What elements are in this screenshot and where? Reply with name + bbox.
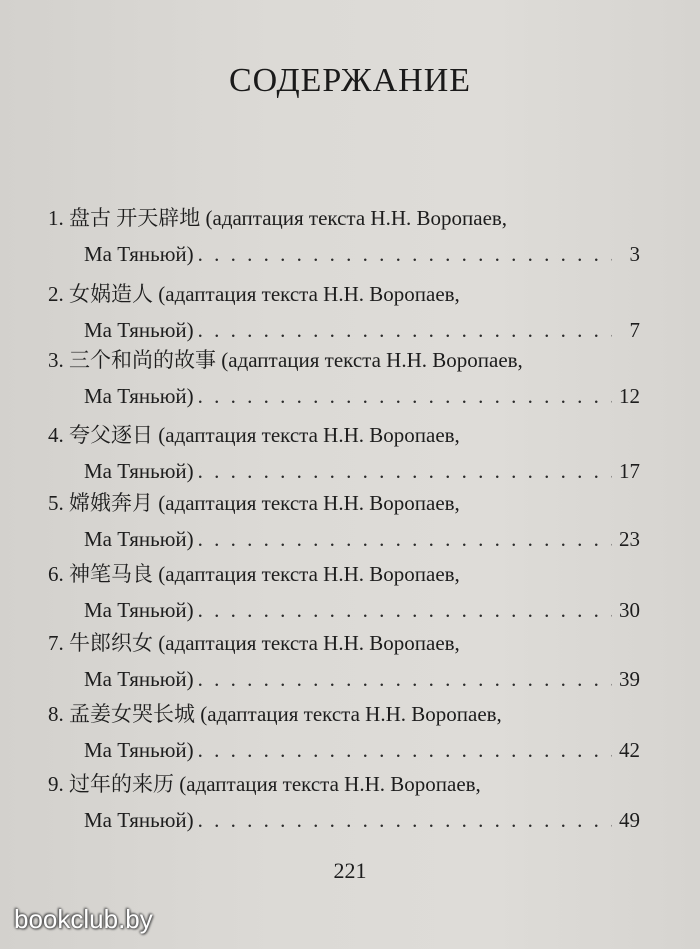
dot-leader xyxy=(198,661,612,697)
entry-description: (адаптация текста Н.Н. Воропаев, xyxy=(158,491,460,515)
dot-leader xyxy=(198,592,612,628)
toc-entry-5 xyxy=(48,485,640,557)
page-number: 221 xyxy=(333,858,367,883)
toc-entry-4 xyxy=(48,417,640,489)
entry-continuation: Ма Тяньюй) xyxy=(84,242,194,266)
entry-page-number: 7 xyxy=(629,318,640,342)
entry-chinese-title: 过年的来历 xyxy=(69,772,174,796)
entry-page-number: 30 xyxy=(619,598,640,622)
dot-leader xyxy=(198,521,612,557)
entry-number: 4. xyxy=(48,423,64,447)
entry-description: (адаптация текста Н.Н. Воропаев, xyxy=(158,282,460,306)
entry-chinese-title: 孟姜女哭长城 xyxy=(69,702,195,726)
entry-chinese-title: 嫦娥奔月 xyxy=(69,491,153,515)
entry-number: 8. xyxy=(48,702,64,726)
toc-entry-6 xyxy=(48,556,640,628)
entry-description: (адаптация текста Н.Н. Воропаев, xyxy=(205,206,508,230)
dot-leader xyxy=(198,378,612,414)
entry-page-number: 23 xyxy=(619,527,640,551)
dot-leader xyxy=(198,453,612,489)
entry-number: 1. xyxy=(48,206,64,230)
entry-number: 7. xyxy=(48,631,64,655)
entry-continuation: Ма Тяньюй) xyxy=(84,459,194,483)
entry-description: (адаптация текста Н.Н. Воропаев, xyxy=(221,348,523,372)
entry-chinese-title: 夸父逐日 xyxy=(69,423,153,447)
dot-leader xyxy=(198,236,612,272)
toc-entry-8 xyxy=(48,696,640,768)
entry-continuation: Ма Тяньюй) xyxy=(84,318,194,342)
entry-description: (адаптация текста Н.Н. Воропаев, xyxy=(158,562,460,586)
page-title: СОДЕРЖАНИЕ xyxy=(228,62,472,99)
entry-chinese-title: 牛郎织女 xyxy=(69,631,153,655)
entry-number: 3. xyxy=(48,348,64,372)
entry-page-number: 49 xyxy=(619,808,640,832)
entry-continuation: Ма Тяньюй) xyxy=(84,667,194,691)
entry-page-number: 39 xyxy=(619,667,640,691)
entry-continuation: Ма Тяньюй) xyxy=(84,808,194,832)
dot-leader xyxy=(198,802,612,838)
entry-continuation: Ма Тяньюй) xyxy=(84,384,194,408)
entry-chinese-title: 女娲造人 xyxy=(69,282,153,306)
entry-number: 6. xyxy=(48,562,64,586)
watermark-logo: bookclub.by xyxy=(14,904,153,934)
entry-description: (адаптация текста Н.Н. Воропаев, xyxy=(200,702,502,726)
entry-description: (адаптация текста Н.Н. Воропаев, xyxy=(158,423,460,447)
entry-number: 2. xyxy=(48,282,64,306)
entry-chinese-title: 盘古 开天辟地 xyxy=(69,206,201,230)
entry-page-number: 3 xyxy=(629,242,640,266)
entry-chinese-title: 三个和尚的故事 xyxy=(69,348,216,372)
toc-entry-2 xyxy=(48,276,640,348)
entry-page-number: 17 xyxy=(619,459,640,483)
entry-continuation: Ма Тяньюй) xyxy=(84,527,194,551)
entry-chinese-title: 神笔马良 xyxy=(69,562,153,586)
entry-page-number: 12 xyxy=(619,384,640,408)
entry-description: (адаптация текста Н.Н. Воропаев, xyxy=(158,631,460,655)
toc-entry-3 xyxy=(48,342,640,414)
entry-page-number: 42 xyxy=(619,738,640,762)
entry-number: 9. xyxy=(48,772,64,796)
toc-entry-9 xyxy=(48,766,640,838)
entry-continuation: Ма Тяньюй) xyxy=(84,738,194,762)
entry-number: 5. xyxy=(48,491,64,515)
toc-entry-1 xyxy=(48,200,640,272)
entry-continuation: Ма Тяньюй) xyxy=(84,598,194,622)
dot-leader xyxy=(198,732,612,768)
toc-entry-7 xyxy=(48,625,640,697)
entry-description: (адаптация текста Н.Н. Воропаев, xyxy=(179,772,481,796)
